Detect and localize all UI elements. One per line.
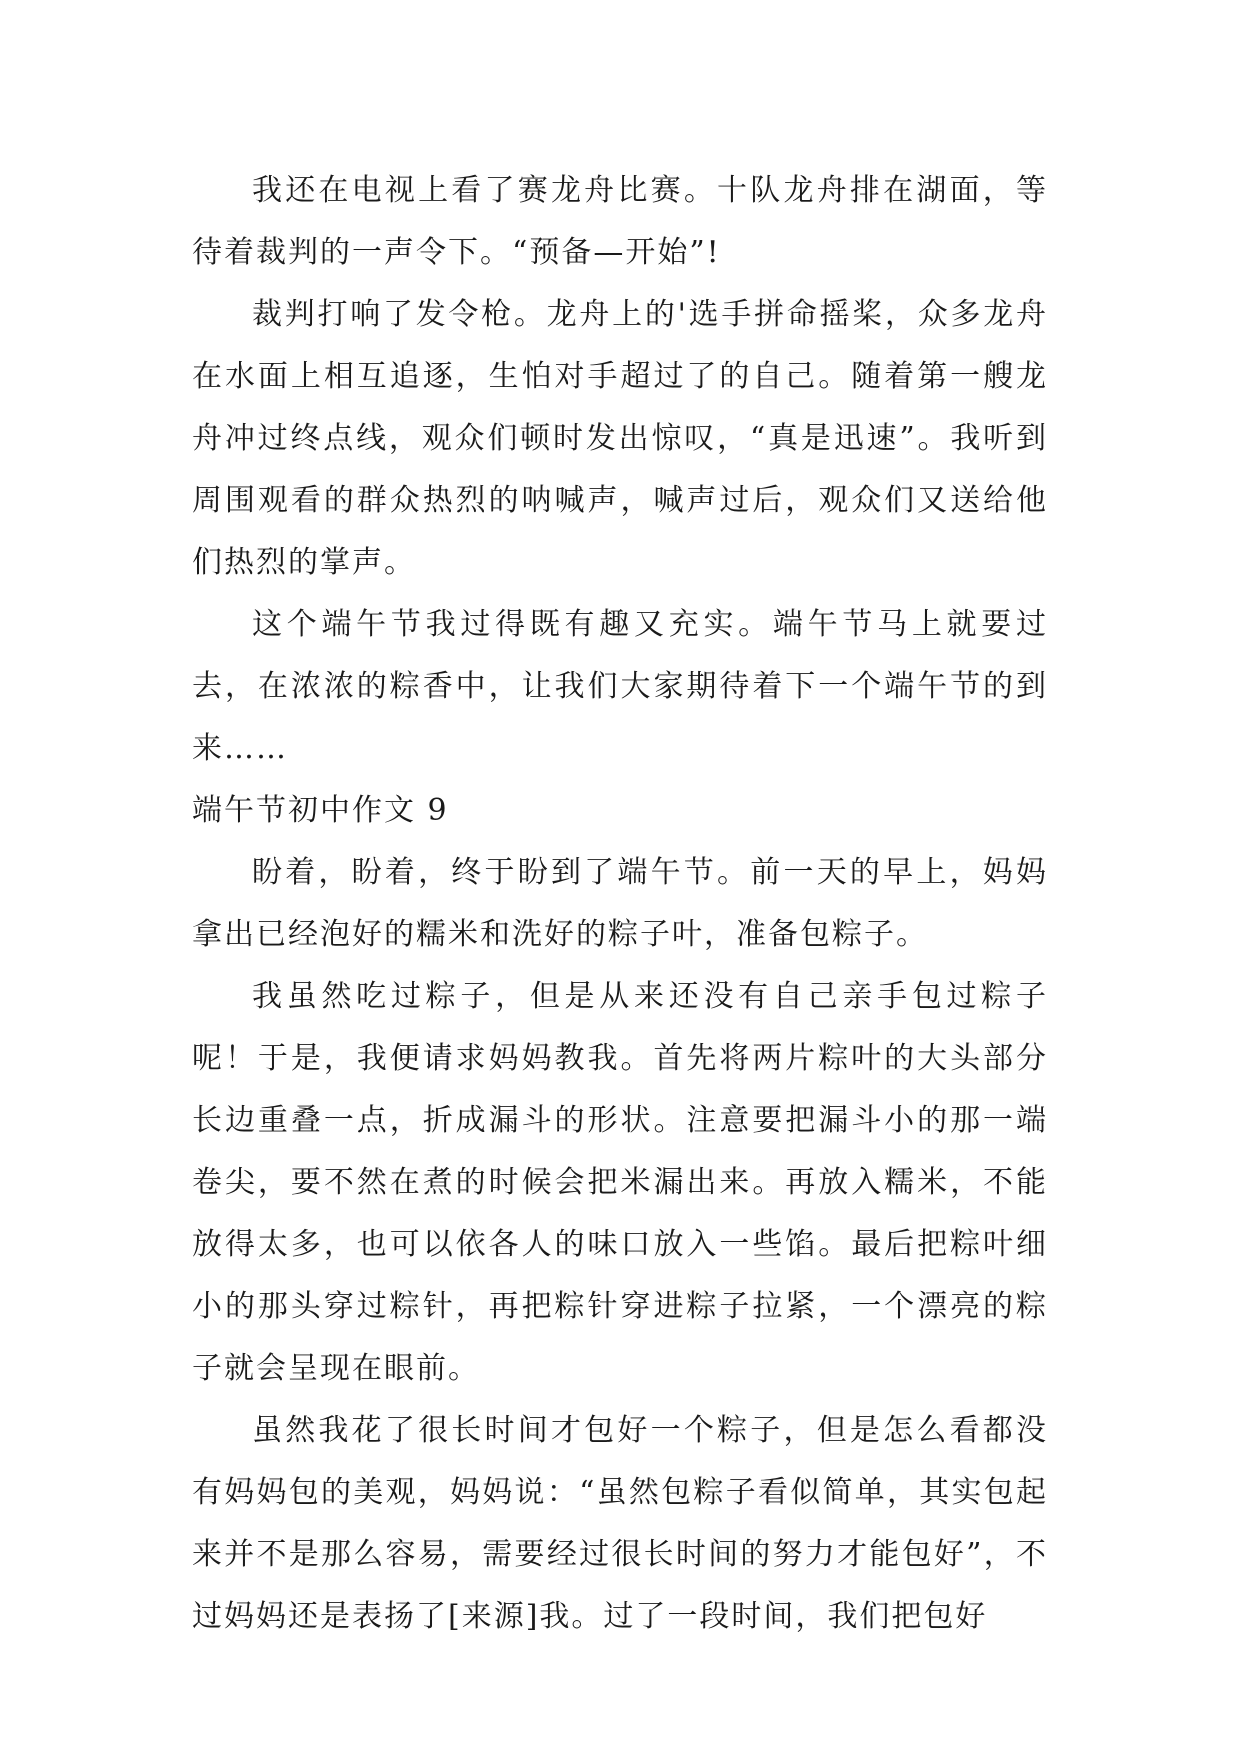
paragraph-waiting-festival: 盼着，盼着，终于盼到了端午节。前一天的早上，妈妈拿出已经泡好的糯米和洗好的粽子叶，准备包粽子。 (192, 855, 1048, 952)
document-page (192, 160, 1048, 1648)
paragraph-dragon-boat-tv: 我还在电视上看了赛龙舟比赛。十队龙舟排在湖面，等待着裁判的一声令下。“预备—开始”! (192, 173, 1048, 270)
paragraph-festival-ending: 这个端午节我过得既有趣又充实。端午节马上就要过去，在浓浓的粽香中，让我们大家期待着下一个端午节的到来…… (192, 607, 1048, 766)
section-title: 端午节初中作文 9 (192, 793, 449, 828)
paragraph-race-start: 裁判打响了发令枪。龙舟上的'选手拼命摇桨，众多龙舟在水面上相互追逐，生怕对手超过了的自己。随着第一艘龙舟冲过终点线，观众们顿时发出惊叹，“真是迅速”。我听到周围观看的群众热烈的呐喊声，喊声过后，观众们又送给他们热烈的掌声。 (192, 297, 1048, 580)
paragraph-mother-praise: 虽然我花了很长时间才包好一个粽子，但是怎么看都没有妈妈包的美观，妈妈说：“虽然包粽子看似简单，其实包起来并不是那么容易，需要经过很长时间的努力才能包好”，不过妈妈还是表扬了[来源]我。过了一段时间，我们把包好 (192, 1413, 1048, 1634)
paragraph-learning-zongzi: 我虽然吃过粽子，但是从来还没有自己亲手包过粽子呢！于是，我便请求妈妈教我。首先将两片粽叶的大头部分长边重叠一点，折成漏斗的形状。注意要把漏斗小的那一端卷尖，要不然在煮的时候会把米漏出来。再放入糯米，不能放得太多，也可以依各人的味口放入一些馅。最后把粽叶细小的那头穿过粽针，再把粽针穿进粽子拉紧，一个漂亮的粽子就会呈现在眼前。 (192, 979, 1048, 1386)
